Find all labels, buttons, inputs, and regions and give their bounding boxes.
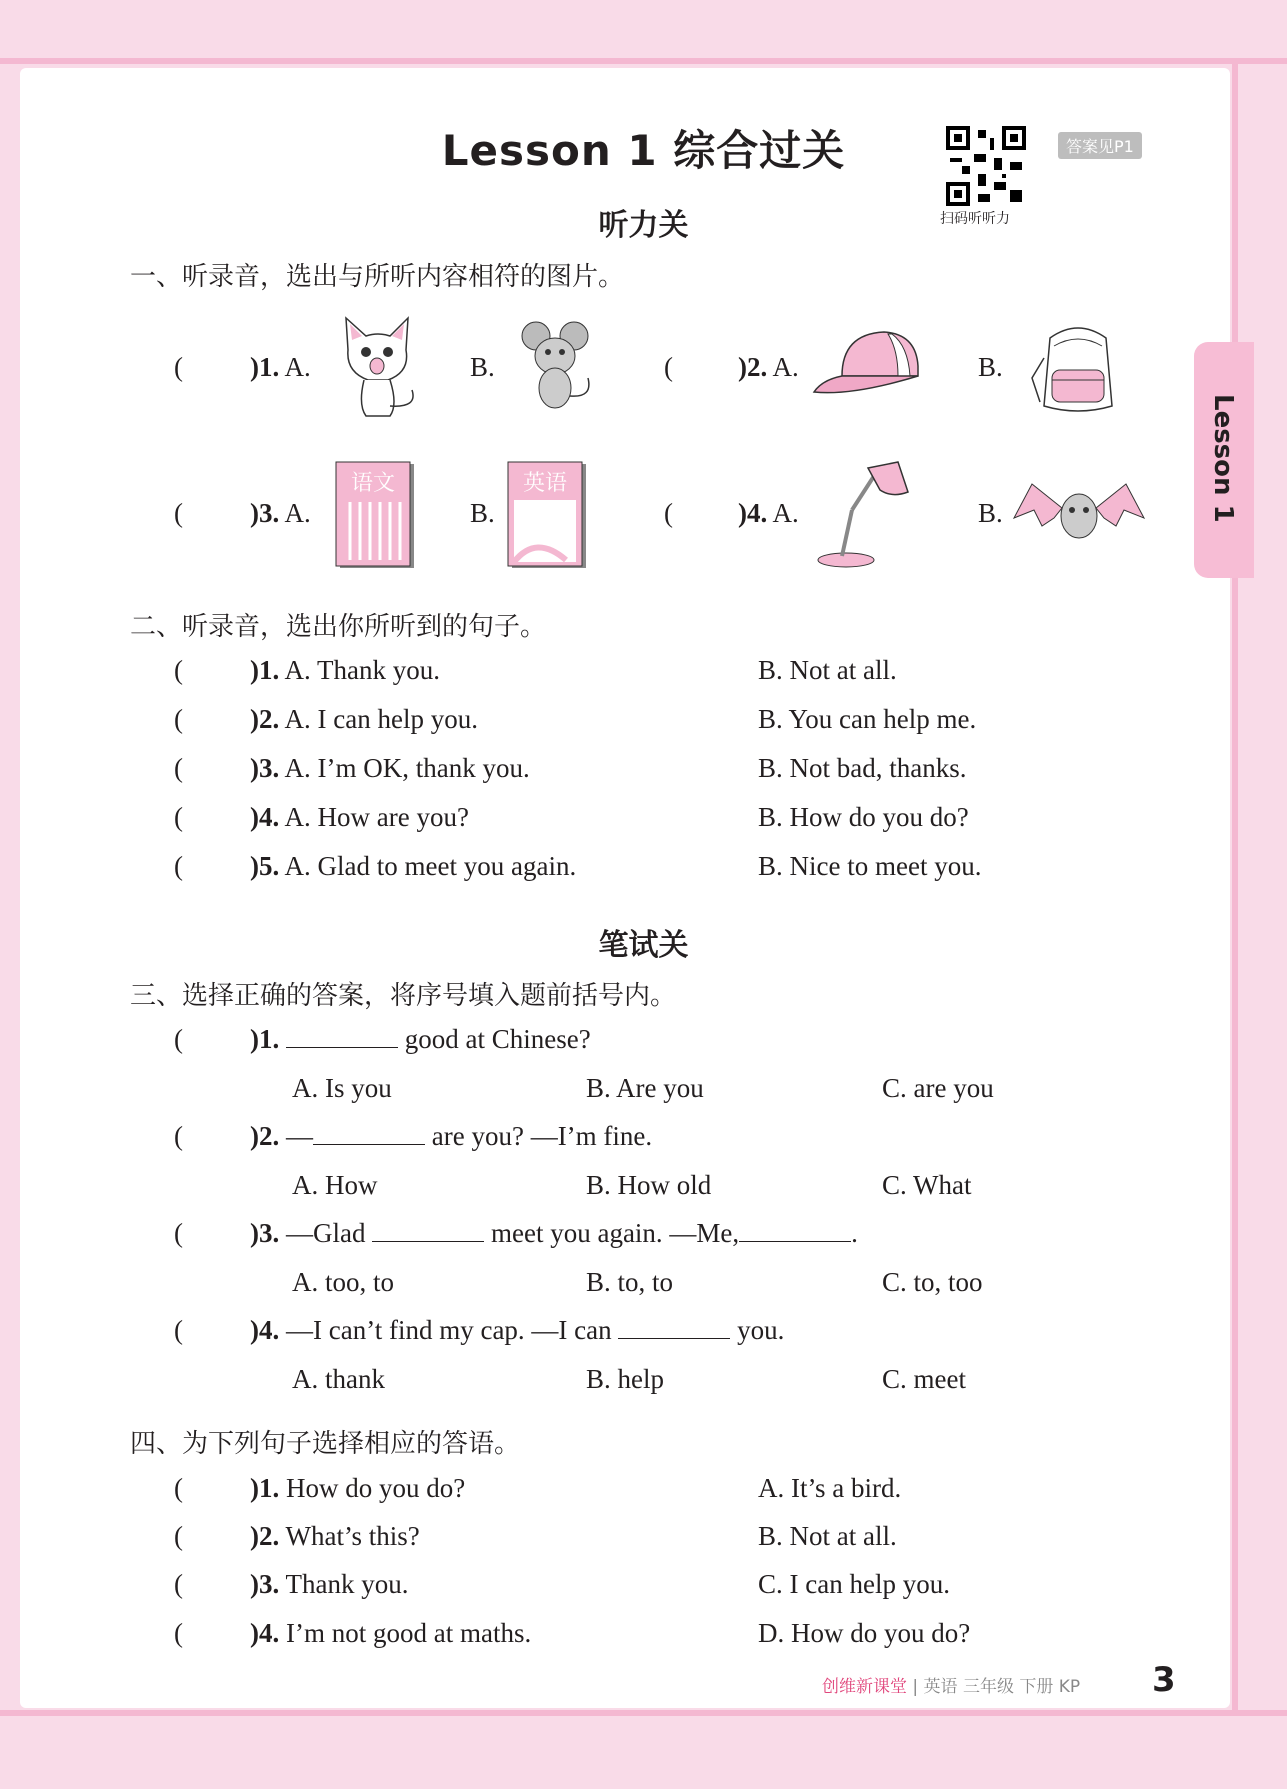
option-b: B. You can help me.: [758, 704, 977, 734]
side-tab-label: Lesson 1: [1208, 394, 1238, 523]
item-number: )5.: [250, 851, 280, 881]
bottom-border: [0, 1710, 1287, 1716]
item-number: )3.: [250, 753, 280, 783]
book-label: 英语: [522, 471, 568, 496]
footer-info: | 英语 三年级 下册 KP: [912, 1677, 1081, 1697]
answer-tag: 答案见P1: [1058, 132, 1142, 159]
item-number: )4.: [738, 498, 768, 528]
item-number: )4.: [250, 1315, 280, 1345]
option-b: B. Not at all.: [758, 655, 897, 685]
item-number: )2.: [250, 704, 280, 734]
book-label: 语文: [350, 471, 396, 496]
lesson-side-tab: [1194, 342, 1254, 578]
item-number: )1.: [250, 1024, 280, 1054]
option-a-label: A.: [284, 352, 311, 382]
option-a: A. Is you: [292, 1073, 392, 1103]
part4-heading: 四、为下列句子选择相应的答语。: [130, 1429, 521, 1459]
worksheet-page: [20, 68, 1230, 1708]
option-b: B. help: [586, 1364, 664, 1394]
option-b: B. to, to: [586, 1267, 674, 1297]
item-number: )1.: [250, 1473, 280, 1503]
option-b: B. Nice to meet you.: [758, 851, 982, 881]
answer-paren[interactable]: (: [664, 352, 673, 382]
part2-heading: 二、听录音，选出你所听到的句子。: [130, 612, 547, 642]
bag-picture-icon[interactable]: [1028, 318, 1128, 418]
question-text: How do you do?: [286, 1473, 466, 1503]
bat-picture-icon[interactable]: [1012, 478, 1146, 548]
english-book-picture-icon[interactable]: [506, 460, 588, 570]
option-a: A. I can help you.: [284, 704, 478, 734]
answer-paren[interactable]: (: [174, 1024, 183, 1054]
right-border: [1232, 58, 1238, 1716]
mouse-picture-icon[interactable]: [518, 318, 598, 414]
footer-brand: 创维新课堂: [822, 1677, 907, 1697]
option-a: A. I’m OK, thank you.: [284, 753, 530, 783]
option-b: B. Not bad, thanks.: [758, 753, 967, 783]
option-a: A. thank: [292, 1364, 385, 1394]
item-number: )3.: [250, 1218, 280, 1248]
page-title: Lesson 1 综合过关: [441, 126, 846, 175]
fill-blank[interactable]: [286, 1025, 398, 1048]
item-number: )2.: [250, 1121, 280, 1151]
fill-blank[interactable]: [739, 1219, 851, 1242]
option-a: A. too, to: [292, 1267, 395, 1297]
question-suffix: .: [851, 1218, 858, 1248]
option-b-label: B.: [470, 498, 495, 528]
item-number: )3.: [250, 498, 280, 528]
item-number: )2.: [250, 1521, 280, 1551]
lamp-picture-icon[interactable]: [812, 458, 922, 570]
answer-paren[interactable]: (: [664, 498, 673, 528]
option-b-label: B.: [978, 352, 1003, 382]
answer-paren[interactable]: (: [174, 1121, 183, 1151]
answer-paren[interactable]: (: [174, 1218, 183, 1248]
question-row: [250, 1315, 784, 1346]
option-b: B. How do you do?: [758, 802, 969, 832]
answer-paren[interactable]: (: [174, 1315, 183, 1345]
question-row: [250, 1024, 591, 1055]
answer-paren[interactable]: (: [174, 352, 183, 382]
answer-paren[interactable]: (: [174, 1473, 183, 1503]
section-title-listening: 听力关: [598, 208, 689, 243]
answer-paren[interactable]: (: [174, 1569, 183, 1599]
question-prefix: —I can’t find my cap. —I can: [286, 1315, 612, 1345]
footer: [822, 1672, 1080, 1697]
item-number: )1.: [250, 655, 280, 685]
response-option: B. Not at all.: [758, 1521, 897, 1551]
response-option: A. It’s a bird.: [758, 1473, 902, 1503]
response-option: D. How do you do?: [758, 1618, 971, 1648]
item-number: )4.: [250, 1618, 280, 1648]
question-text: good at Chinese?: [404, 1024, 591, 1054]
page-number: 3: [1152, 1660, 1176, 1700]
question-text: are you? —I’m fine.: [431, 1121, 653, 1151]
option-b-label: B.: [470, 352, 495, 382]
part1-heading: 一、听录音，选出与所听内容相符的图片。: [130, 262, 625, 292]
question-prefix: —: [286, 1121, 313, 1151]
option-c: C. What: [882, 1170, 972, 1200]
option-b-label: B.: [978, 498, 1003, 528]
option-a: A. How: [292, 1170, 378, 1200]
answer-paren[interactable]: (: [174, 1618, 183, 1648]
chinese-book-picture-icon[interactable]: [334, 460, 416, 570]
question-text: meet you again. —Me,: [490, 1218, 740, 1248]
response-option: C. I can help you.: [758, 1569, 950, 1599]
option-a: A. Glad to meet you again.: [284, 851, 577, 881]
item-number: )4.: [250, 802, 280, 832]
option-a-label: A.: [284, 498, 311, 528]
question-text: you.: [737, 1315, 785, 1345]
question-text: What’s this?: [285, 1521, 420, 1551]
question-row: [250, 1121, 652, 1152]
answer-paren[interactable]: (: [174, 851, 183, 881]
answer-paren[interactable]: (: [174, 802, 183, 832]
fill-blank[interactable]: [372, 1219, 484, 1242]
answer-paren[interactable]: (: [174, 1521, 183, 1551]
cap-picture-icon[interactable]: [812, 326, 932, 400]
option-a: A. Thank you.: [284, 655, 441, 685]
question-text: I’m not good at maths.: [286, 1618, 532, 1648]
qr-code-icon[interactable]: [946, 126, 1026, 206]
option-c: C. to, too: [882, 1267, 983, 1297]
item-number: )2.: [738, 352, 768, 382]
option-a-label: A.: [772, 352, 799, 382]
item-number: )1.: [250, 352, 280, 382]
qr-label: 扫码听听力: [940, 211, 1010, 227]
question-prefix: —Glad: [286, 1218, 366, 1248]
option-c: C. are you: [882, 1073, 994, 1103]
top-border: [0, 58, 1287, 64]
option-a: A. How are you?: [284, 802, 469, 832]
section-title-written: 笔试关: [598, 928, 689, 963]
question-text: Thank you.: [285, 1569, 409, 1599]
option-c: C. meet: [882, 1364, 966, 1394]
answer-paren[interactable]: (: [174, 498, 183, 528]
option-b: B. Are you: [586, 1073, 704, 1103]
cat-picture-icon[interactable]: [328, 310, 428, 420]
fill-blank[interactable]: [618, 1316, 730, 1339]
option-a-label: A.: [772, 498, 799, 528]
answer-paren[interactable]: (: [174, 753, 183, 783]
part3-heading: 三、选择正确的答案，将序号填入题前括号内。: [130, 981, 677, 1011]
item-number: )3.: [250, 1569, 280, 1599]
option-b: B. How old: [586, 1170, 712, 1200]
question-row: [250, 1218, 858, 1249]
answer-paren[interactable]: (: [174, 655, 183, 685]
fill-blank[interactable]: [313, 1122, 425, 1145]
answer-paren[interactable]: (: [174, 704, 183, 734]
